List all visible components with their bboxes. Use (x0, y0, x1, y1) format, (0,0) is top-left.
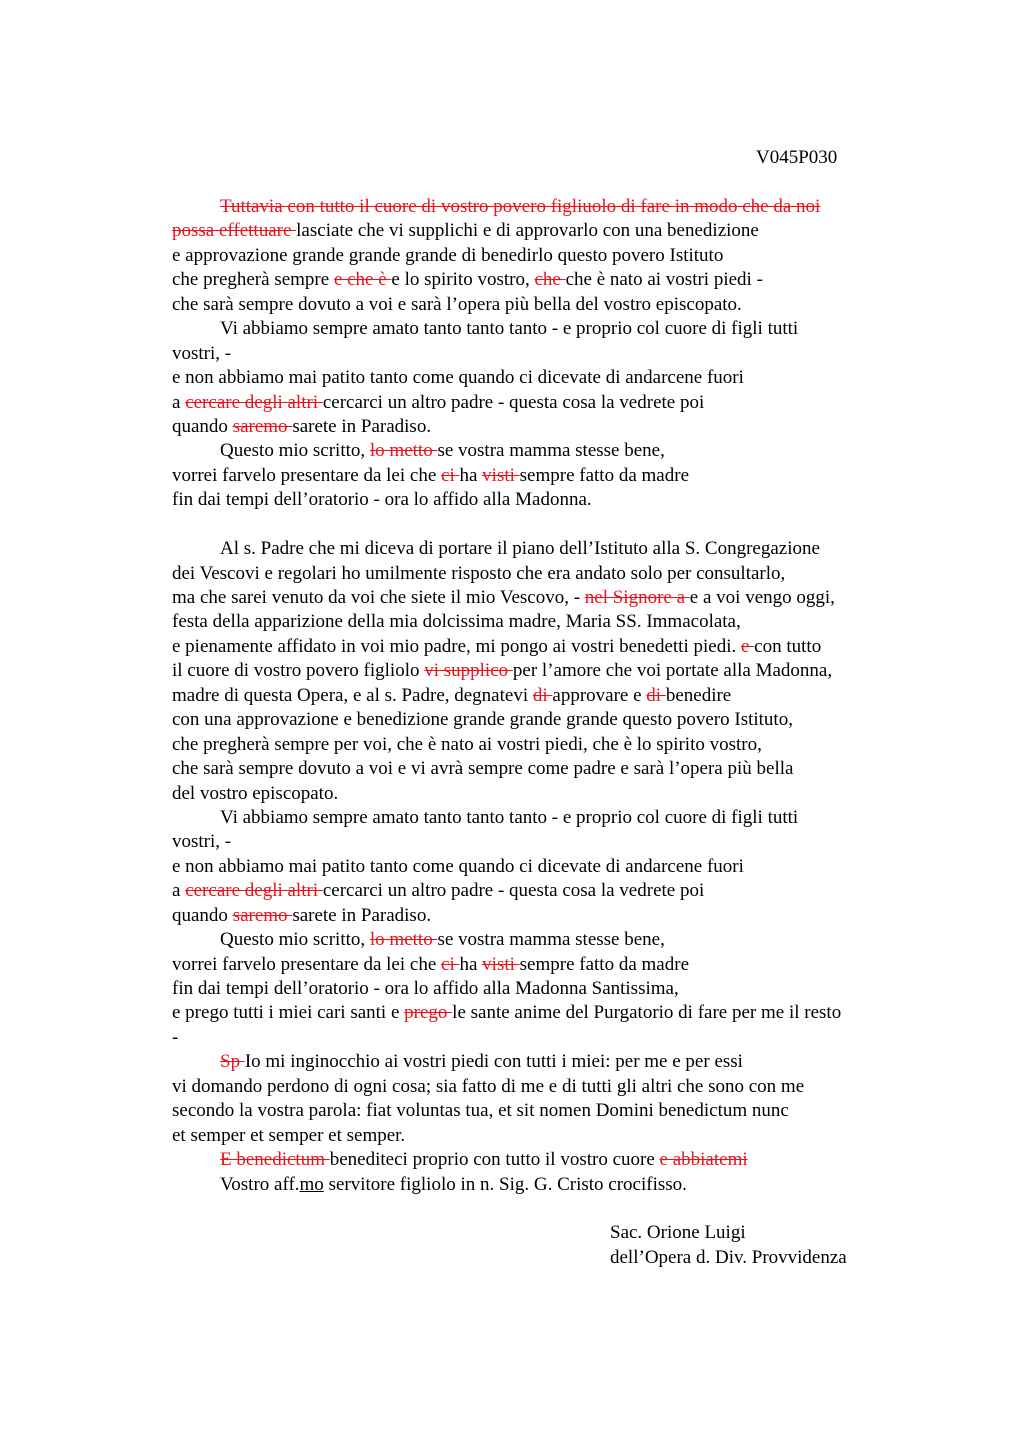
deleted-text: possa effettuare (172, 220, 297, 242)
line-text: vorrei farvelo presentare da lei che (172, 953, 442, 975)
line-text: le sante anime del Purgatorio di fare per me il resto (452, 1002, 842, 1024)
line-text: quando (172, 415, 233, 437)
deleted-text: e abbiatemi (659, 1149, 748, 1171)
text-line (172, 708, 932, 732)
text-line (172, 415, 932, 439)
line-text: fin dai tempi dell’oratorio - ora lo affido alla Madonna Santissima, (172, 978, 679, 999)
line-text: Vi abbiamo sempre amato tanto tanto tanto - e proprio col cuore di figli tutti (220, 318, 799, 340)
line-text: ha (459, 953, 483, 975)
text-line (172, 1001, 932, 1025)
text-line (172, 562, 932, 586)
line-text: se vostra mamma stesse bene, (437, 929, 665, 951)
text-line (172, 586, 932, 610)
text-line (172, 928, 932, 952)
text-line (172, 366, 932, 390)
deleted-text: lo metto (369, 929, 438, 951)
text-line (172, 855, 932, 879)
line-text: con una approvazione e benedizione grande grande grande questo povero Istituto, (172, 709, 793, 731)
line-text: vostri, - (172, 342, 232, 364)
line-text: per l’amore che voi portate alla Madonna, (512, 660, 833, 682)
deleted-text: vi supplico (424, 660, 513, 682)
deleted-text: E benedictum (220, 1149, 330, 1171)
deleted-text: cercare degli altri (185, 391, 323, 413)
text-line (172, 1026, 932, 1050)
deleted-text: ci (441, 953, 460, 975)
deleted-text: prego (404, 1002, 453, 1024)
line-text: cercarci un altro padre - questa cosa la vedrete poi (322, 391, 705, 413)
text-line (172, 610, 932, 634)
text-line (172, 268, 932, 292)
line-text: il cuore di vostro povero figliolo (172, 660, 425, 682)
document-id: V045P030 (756, 147, 838, 168)
text-line (172, 391, 932, 415)
deleted-text: Tuttavia con tutto il cuore di vostro povero figliuolo di fare in modo che da noi (220, 196, 821, 217)
signature-name: Sac. Orione Luigi (610, 1222, 746, 1243)
text-line (172, 806, 932, 830)
line-text: Vi abbiamo sempre amato tanto tanto tanto - e proprio col cuore di figli tutti (220, 806, 799, 828)
deleted-text: che (534, 269, 566, 291)
deleted-text: e (740, 635, 755, 657)
text-line (172, 830, 932, 854)
text-line (172, 757, 932, 781)
line-text: benedire (665, 684, 732, 706)
line-text: lasciate che vi supplichi e di approvarlo con una benedizione (296, 220, 759, 242)
deleted-text: nel Signore a (584, 587, 690, 608)
text-line (172, 1075, 932, 1099)
text-line (172, 342, 932, 366)
line-text: e non abbiamo mai patito tanto come quando ci dicevate di andarcene fuori (172, 855, 744, 877)
text-line (172, 879, 932, 903)
deleted-text: saremo (232, 904, 293, 926)
text-line (172, 733, 932, 757)
line-text: vostri, - (172, 831, 232, 853)
line-text: festa della apparizione della mia dolcissima madre, Maria SS. Immacolata, (172, 611, 741, 633)
deleted-text: saremo (232, 415, 293, 437)
line-text: sarete in Paradiso. (292, 904, 432, 926)
line-text: servitore figliolo in n. Sig. G. Cristo crocifisso. (323, 1173, 687, 1195)
line-text: che sarà sempre dovuto a voi e vi avrà sempre come padre e sarà l’opera più bella (172, 758, 794, 780)
line-text: con tutto (754, 635, 822, 657)
line-text: madre di questa Opera, e al s. Padre, degnatevi (172, 684, 533, 706)
text-line (172, 488, 932, 512)
text-line (172, 439, 932, 463)
line-text: sarete in Paradiso. (292, 415, 432, 437)
line-text: ha (459, 464, 483, 486)
line-text: che pregherà sempre per voi, che è nato ai vostri piedi, che è lo spirito vostro, (172, 733, 762, 755)
text-line (172, 537, 932, 561)
line-text: Vostro aff. (220, 1173, 300, 1195)
paragraph-spacer (172, 513, 932, 537)
deleted-text: lo metto (369, 440, 438, 462)
line-text: quando (172, 904, 233, 926)
text-line (172, 1099, 932, 1123)
line-text: che sarà sempre dovuto a voi e sarà l’opera più bella del vostro episcopato. (172, 293, 742, 315)
text-line (172, 195, 932, 219)
text-line (172, 635, 932, 659)
line-text: e lo spirito vostro, (391, 269, 535, 291)
text-line (172, 219, 932, 243)
text-line (172, 904, 932, 928)
line-text: e non abbiamo mai patito tanto come quando ci dicevate di andarcene fuori (172, 367, 744, 389)
line-text: e approvazione grande grande grande di benedirlo questo povero Istituto (172, 244, 724, 266)
line-text: Questo mio scritto, (220, 440, 370, 462)
line-text: Questo mio scritto, (220, 929, 370, 951)
line-text: cercarci un altro padre - questa cosa la vedrete poi (322, 880, 705, 902)
line-text: e prego tutti i miei cari santi e (172, 1002, 405, 1024)
line-text: che pregherà sempre (172, 269, 334, 291)
line-text: e pienamente affidato in voi mio padre, mi pongo ai vostri benedetti piedi. (172, 635, 741, 657)
line-text: vi domando perdono di ogni cosa; sia fatto di me e di tutti gli altri che sono con me (172, 1075, 805, 1097)
line-text: sempre fatto da madre (519, 953, 689, 975)
text-line (172, 1148, 932, 1172)
line-text: approvare e (552, 684, 647, 706)
text-line (172, 464, 932, 488)
deleted-text: cercare degli altri (185, 880, 323, 902)
text-line (172, 684, 932, 708)
letter-body (172, 195, 932, 1197)
line-text: et semper et semper et semper. (172, 1124, 406, 1146)
text-line (172, 782, 932, 806)
text-line (172, 1173, 932, 1197)
line-text: fin dai tempi dell’oratorio - ora lo affido alla Madonna. (172, 489, 592, 511)
line-text: a (172, 880, 186, 902)
line-text: dei Vescovi e regolari ho umilmente risposto che era andato solo per consultarlo, (172, 562, 786, 584)
text-line (172, 1050, 932, 1074)
line-text: - (172, 1026, 179, 1048)
deleted-text: ci (441, 464, 460, 486)
line-text: e a voi vengo oggi, (689, 587, 835, 608)
text-line (172, 1124, 932, 1148)
line-text: vorrei farvelo presentare da lei che (172, 464, 442, 486)
deleted-text: e che è (333, 269, 392, 291)
deleted-text: di (532, 684, 553, 706)
text-line (172, 293, 932, 317)
text-line (172, 317, 932, 341)
line-text: sempre fatto da madre (519, 464, 689, 486)
line-text: Al s. Padre che mi diceva di portare il piano dell’Istituto alla S. Congregazione (220, 538, 820, 560)
deleted-text: Sp (220, 1051, 245, 1073)
signature-affiliation: dell’Opera d. Div. Provvidenza (610, 1246, 847, 1268)
line-text: secondo la vostra parola: fiat voluntas tua, et sit nomen Domini benedictum nunc (172, 1100, 789, 1122)
text-line (172, 977, 932, 1001)
line-text: Io mi inginocchio ai vostri piedi con tutti i miei: per me e per essi (244, 1051, 743, 1073)
underlined-text: mo (299, 1173, 324, 1195)
line-text: ma che sarei venuto da voi che siete il mio Vescovo, - (172, 587, 585, 608)
text-line (172, 244, 932, 268)
deleted-text: visti (482, 953, 520, 975)
line-text: benediteci proprio con tutto il vostro cuore (329, 1149, 660, 1171)
signature-block (610, 1221, 847, 1270)
line-text: del vostro episcopato. (172, 782, 339, 804)
line-text: se vostra mamma stesse bene, (437, 440, 665, 462)
text-line (172, 659, 932, 683)
deleted-text: di (646, 684, 666, 706)
text-line (172, 953, 932, 977)
deleted-text: visti (482, 464, 520, 486)
line-text: che è nato ai vostri piedi - (565, 269, 763, 291)
line-text: a (172, 391, 186, 413)
